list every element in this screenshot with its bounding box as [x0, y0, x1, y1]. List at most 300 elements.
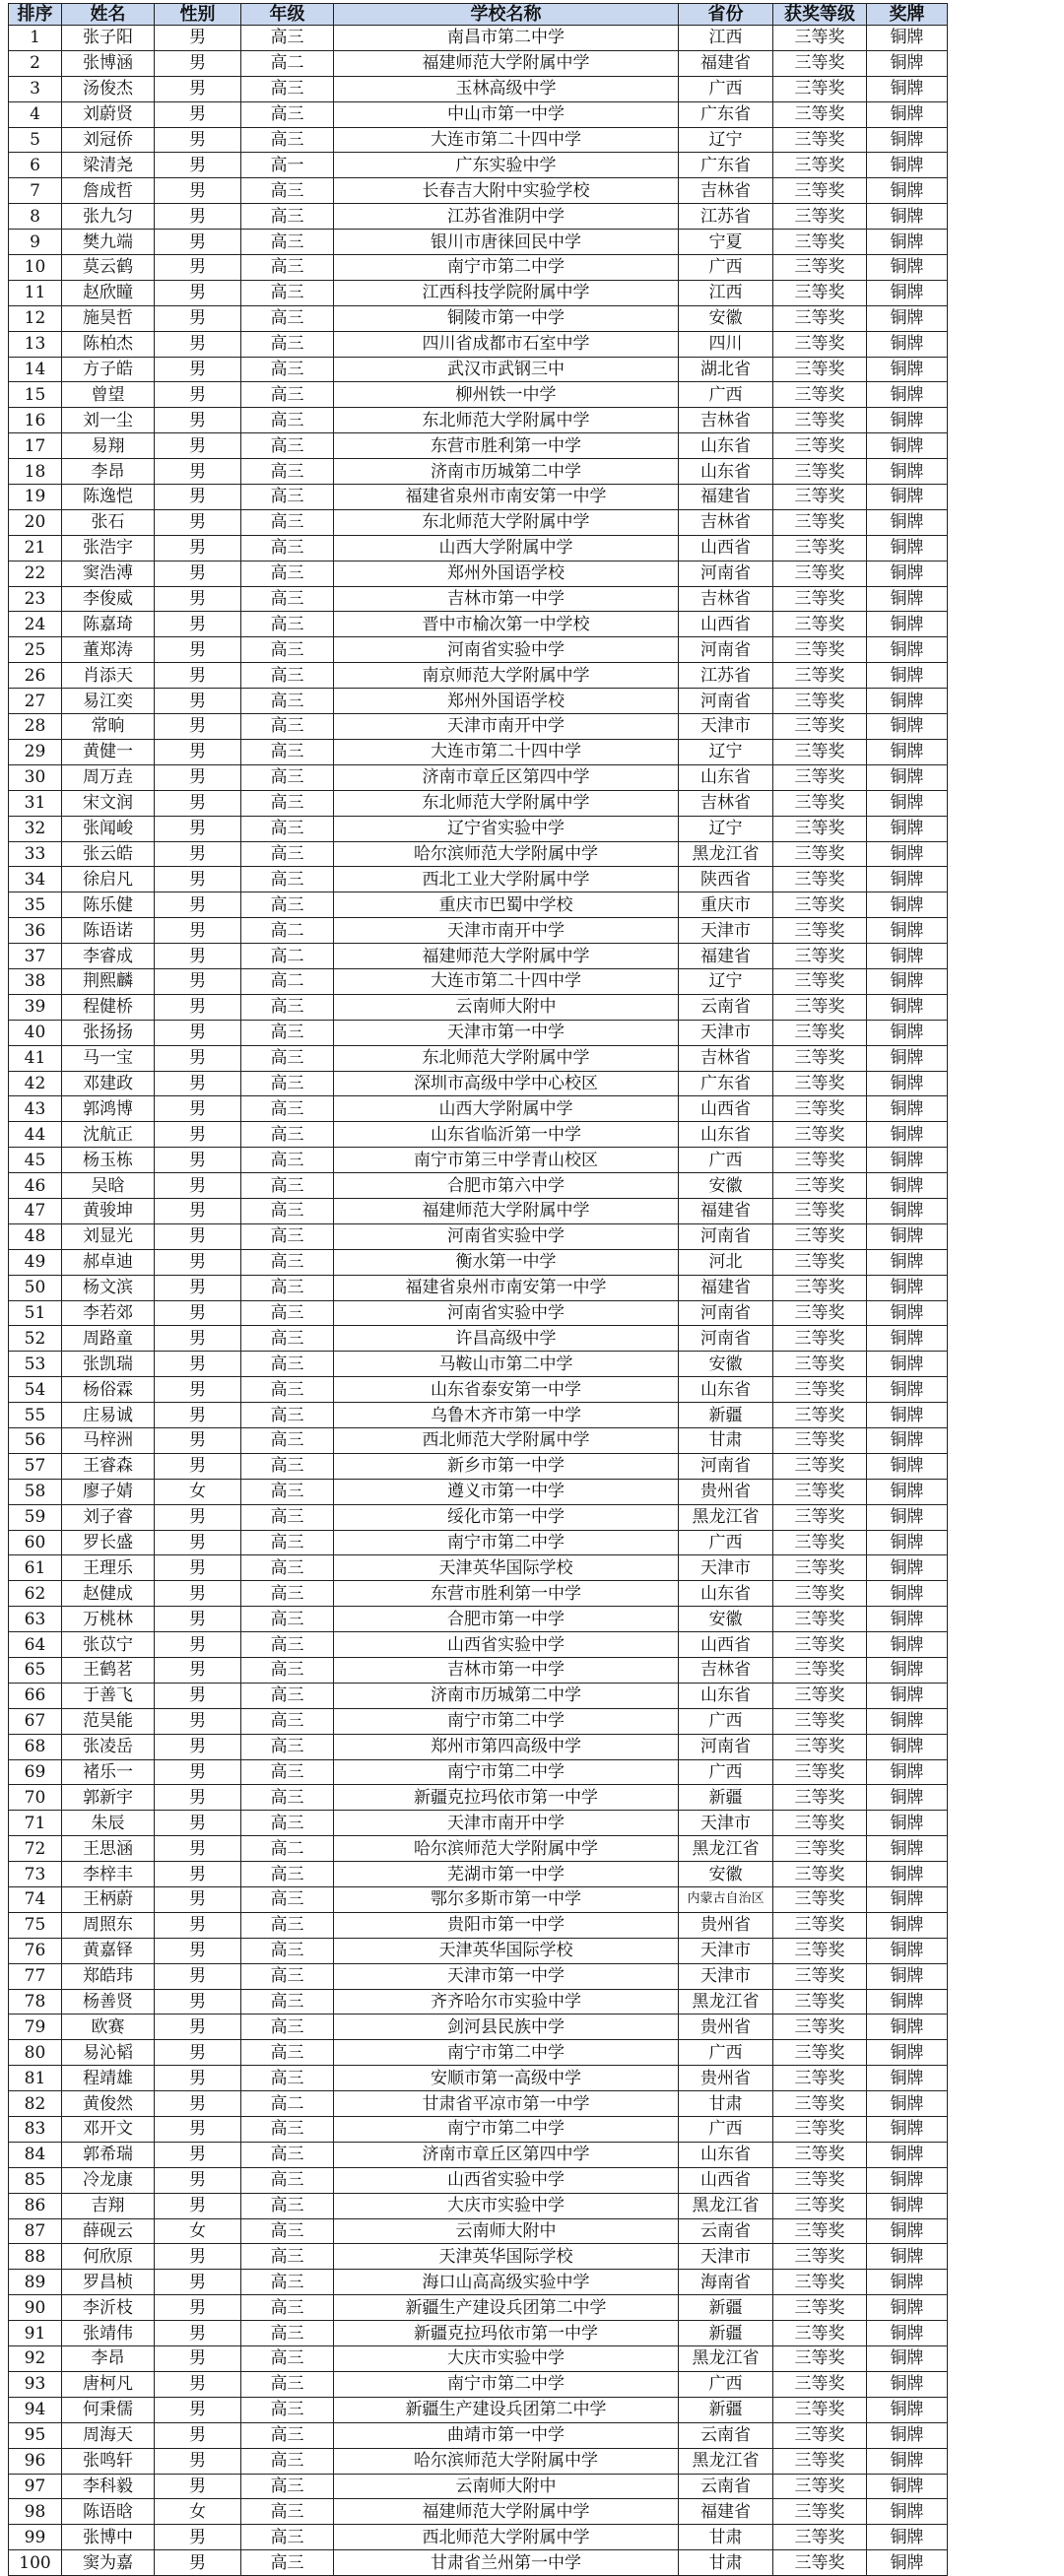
rank-cell: 9: [9, 230, 62, 255]
gender-cell: 男: [155, 1963, 241, 1989]
name-cell: 黄骏坤: [62, 1198, 155, 1223]
grade-cell: 高三: [241, 331, 334, 357]
table-row: [9, 1504, 948, 1530]
name-cell: 张九匀: [62, 204, 155, 230]
grade-cell: 高三: [241, 1555, 334, 1581]
table-row: [9, 280, 948, 305]
school-cell: 天津市南开中学: [334, 1811, 679, 1836]
school-cell: 郑州外国语学校: [334, 561, 679, 586]
name-cell: 于善飞: [62, 1683, 155, 1708]
gender-cell: 男: [155, 841, 241, 867]
name-cell: 冷龙康: [62, 2167, 155, 2193]
medal-cell: 铜牌: [867, 485, 948, 510]
name-cell: 刘蔚贤: [62, 101, 155, 127]
award-level-cell: 三等奖: [773, 1071, 867, 1096]
award-level-cell: 三等奖: [773, 968, 867, 994]
medal-cell: 铜牌: [867, 1071, 948, 1096]
gender-cell: 男: [155, 1734, 241, 1759]
name-cell: 何秉儒: [62, 2397, 155, 2422]
province-cell: 贵州省: [679, 1479, 773, 1504]
province-cell: 天津市: [679, 1811, 773, 1836]
award-level-cell: 三等奖: [773, 1403, 867, 1428]
school-cell: 郑州外国语学校: [334, 689, 679, 714]
province-cell: 江苏省: [679, 204, 773, 230]
name-cell: 张博涵: [62, 50, 155, 76]
grade-cell: 高三: [241, 1963, 334, 1989]
gender-cell: 男: [155, 178, 241, 204]
grade-cell: 高三: [241, 1223, 334, 1249]
grade-cell: 高三: [241, 485, 334, 510]
school-cell: 福建师范大学附属中学: [334, 944, 679, 969]
grade-cell: 高三: [241, 867, 334, 892]
rank-cell: 22: [9, 561, 62, 586]
province-cell: 吉林省: [679, 178, 773, 204]
medal-cell: 铜牌: [867, 1403, 948, 1428]
name-cell: 施昊哲: [62, 305, 155, 331]
province-cell: 山东省: [679, 2142, 773, 2167]
award-level-cell: 三等奖: [773, 2550, 867, 2576]
name-cell: 郭鸿博: [62, 1096, 155, 1122]
name-cell: 程靖雄: [62, 2066, 155, 2091]
table-row: [9, 1862, 948, 1887]
province-cell: 四川: [679, 331, 773, 357]
award-level-cell: 三等奖: [773, 1887, 867, 1913]
medal-cell: 铜牌: [867, 1581, 948, 1607]
name-cell: 刘冠侨: [62, 127, 155, 153]
gender-cell: 男: [155, 76, 241, 101]
table-row: [9, 357, 948, 382]
medal-cell: 铜牌: [867, 127, 948, 153]
name-cell: 李俊威: [62, 586, 155, 612]
award-level-cell: 三等奖: [773, 944, 867, 969]
province-cell: 河南省: [679, 1453, 773, 1479]
school-cell: 东营市胜利第一中学: [334, 433, 679, 459]
table-row: [9, 1071, 948, 1096]
medal-cell: 铜牌: [867, 2346, 948, 2372]
name-cell: 张靖伟: [62, 2321, 155, 2346]
gender-cell: 男: [155, 944, 241, 969]
name-cell: 王思涵: [62, 1836, 155, 1862]
name-cell: 肖添天: [62, 663, 155, 689]
table-row: [9, 2244, 948, 2270]
province-cell: 云南省: [679, 994, 773, 1020]
table-row: [9, 2218, 948, 2244]
name-cell: 张云皓: [62, 841, 155, 867]
award-level-cell: 三等奖: [773, 689, 867, 714]
grade-cell: 高三: [241, 357, 334, 382]
table-row: [9, 1173, 948, 1199]
gender-cell: 男: [155, 509, 241, 535]
column-header-school: 学校名称: [334, 4, 679, 26]
grade-cell: 高三: [241, 305, 334, 331]
school-cell: 天津英华国际学校: [334, 2244, 679, 2270]
gender-cell: 男: [155, 1683, 241, 1708]
name-cell: 范昊能: [62, 1708, 155, 1734]
grade-cell: 高三: [241, 2346, 334, 2372]
award-level-cell: 三等奖: [773, 485, 867, 510]
award-level-cell: 三等奖: [773, 2117, 867, 2143]
award-level-cell: 三等奖: [773, 918, 867, 944]
province-cell: 江西: [679, 26, 773, 51]
medal-cell: 铜牌: [867, 2218, 948, 2244]
gender-cell: 男: [155, 1862, 241, 1887]
medal-cell: 铜牌: [867, 2040, 948, 2066]
gender-cell: 男: [155, 790, 241, 816]
name-cell: 李睿成: [62, 944, 155, 969]
gender-cell: 男: [155, 2397, 241, 2422]
medal-cell: 铜牌: [867, 739, 948, 764]
rank-cell: 97: [9, 2474, 62, 2499]
rank-cell: 41: [9, 1045, 62, 1071]
rank-cell: 68: [9, 1734, 62, 1759]
name-cell: 莫云鹤: [62, 255, 155, 281]
award-level-cell: 三等奖: [773, 2295, 867, 2321]
medal-cell: 铜牌: [867, 2142, 948, 2167]
province-cell: 天津市: [679, 714, 773, 740]
rank-cell: 84: [9, 2142, 62, 2167]
table-row: [9, 2346, 948, 2372]
medal-cell: 铜牌: [867, 1811, 948, 1836]
gender-cell: 男: [155, 101, 241, 127]
grade-cell: 高三: [241, 230, 334, 255]
grade-cell: 高三: [241, 637, 334, 663]
table-row: [9, 1607, 948, 1632]
school-cell: 长春吉大附中实验学校: [334, 178, 679, 204]
medal-cell: 铜牌: [867, 1045, 948, 1071]
rank-cell: 98: [9, 2499, 62, 2525]
grade-cell: 高三: [241, 1862, 334, 1887]
province-cell: 山西省: [679, 1632, 773, 1658]
name-cell: 陈乐健: [62, 892, 155, 918]
table-row: [9, 1096, 948, 1122]
medal-cell: 铜牌: [867, 509, 948, 535]
name-cell: 王睿森: [62, 1453, 155, 1479]
name-cell: 薛砚云: [62, 2218, 155, 2244]
award-level-cell: 三等奖: [773, 2091, 867, 2117]
grade-cell: 高三: [241, 1148, 334, 1173]
gender-cell: 男: [155, 50, 241, 76]
table-row: [9, 2167, 948, 2193]
rank-cell: 96: [9, 2448, 62, 2474]
table-row: [9, 918, 948, 944]
grade-cell: 高三: [241, 2244, 334, 2270]
table-row: [9, 2499, 948, 2525]
province-cell: 黑龙江省: [679, 1989, 773, 2015]
rank-cell: 5: [9, 127, 62, 153]
table-row: [9, 331, 948, 357]
gender-cell: 男: [155, 382, 241, 408]
grade-cell: 高三: [241, 1122, 334, 1148]
school-cell: 哈尔滨师范大学附属中学: [334, 1836, 679, 1862]
medal-cell: 铜牌: [867, 408, 948, 433]
province-cell: 黑龙江省: [679, 2346, 773, 2372]
medal-cell: 铜牌: [867, 1683, 948, 1708]
name-cell: 郭希瑞: [62, 2142, 155, 2167]
table-row: [9, 204, 948, 230]
province-cell: 福建省: [679, 2499, 773, 2525]
table-row: [9, 1555, 948, 1581]
rank-cell: 55: [9, 1403, 62, 1428]
province-cell: 广西: [679, 1530, 773, 1555]
name-cell: 郑皓玮: [62, 1963, 155, 1989]
gender-cell: 男: [155, 433, 241, 459]
medal-cell: 铜牌: [867, 1122, 948, 1148]
school-cell: 哈尔滨师范大学附属中学: [334, 841, 679, 867]
province-cell: 天津市: [679, 2244, 773, 2270]
grade-cell: 高二: [241, 50, 334, 76]
grade-cell: 高三: [241, 1249, 334, 1275]
school-cell: 绥化市第一中学: [334, 1504, 679, 1530]
rank-cell: 61: [9, 1555, 62, 1581]
gender-cell: 男: [155, 867, 241, 892]
award-level-cell: 三等奖: [773, 1096, 867, 1122]
rank-cell: 23: [9, 586, 62, 612]
school-cell: 芜湖市第一中学: [334, 1862, 679, 1887]
rank-cell: 31: [9, 790, 62, 816]
table-row: [9, 2015, 948, 2040]
grade-cell: 高三: [241, 382, 334, 408]
award-level-cell: 三等奖: [773, 1708, 867, 1734]
province-cell: 山东省: [679, 433, 773, 459]
name-cell: 刘子睿: [62, 1504, 155, 1530]
medal-cell: 铜牌: [867, 1148, 948, 1173]
name-cell: 万桃林: [62, 1607, 155, 1632]
award-level-cell: 三等奖: [773, 1300, 867, 1326]
grade-cell: 高二: [241, 944, 334, 969]
name-cell: 窦浩溥: [62, 561, 155, 586]
province-cell: 山西省: [679, 535, 773, 561]
medal-cell: 铜牌: [867, 357, 948, 382]
rank-cell: 3: [9, 76, 62, 101]
award-level-cell: 三等奖: [773, 1658, 867, 1684]
table-row: [9, 2040, 948, 2066]
school-cell: 东北师范大学附属中学: [334, 408, 679, 433]
grade-cell: 高三: [241, 1275, 334, 1300]
medal-cell: 铜牌: [867, 867, 948, 892]
rank-cell: 34: [9, 867, 62, 892]
grade-cell: 高三: [241, 586, 334, 612]
school-cell: 山东省临沂第一中学: [334, 1122, 679, 1148]
name-cell: 常晌: [62, 714, 155, 740]
province-cell: 安徽: [679, 1173, 773, 1199]
award-level-cell: 三等奖: [773, 1912, 867, 1938]
province-cell: 广西: [679, 382, 773, 408]
award-level-cell: 三等奖: [773, 1326, 867, 1352]
school-cell: 云南师大附中: [334, 2218, 679, 2244]
award-level-cell: 三等奖: [773, 2321, 867, 2346]
province-cell: 福建省: [679, 944, 773, 969]
name-cell: 邓建政: [62, 1071, 155, 1096]
name-cell: 荆熙麟: [62, 968, 155, 994]
province-cell: 山东省: [679, 1122, 773, 1148]
name-cell: 沈航正: [62, 1122, 155, 1148]
award-level-cell: 三等奖: [773, 612, 867, 637]
school-cell: 东北师范大学附属中学: [334, 790, 679, 816]
award-level-cell: 三等奖: [773, 280, 867, 305]
gender-cell: 男: [155, 1427, 241, 1453]
name-cell: 陈语诺: [62, 918, 155, 944]
gender-cell: 男: [155, 1403, 241, 1428]
school-cell: 郑州市第四高级中学: [334, 1734, 679, 1759]
school-cell: 西北工业大学附属中学: [334, 867, 679, 892]
school-cell: 山西省实验中学: [334, 1632, 679, 1658]
name-cell: 周路童: [62, 1326, 155, 1352]
award-level-cell: 三等奖: [773, 305, 867, 331]
school-cell: 福建师范大学附属中学: [334, 2499, 679, 2525]
gender-cell: 男: [155, 1096, 241, 1122]
medal-cell: 铜牌: [867, 305, 948, 331]
grade-cell: 高一: [241, 153, 334, 178]
gender-cell: 男: [155, 485, 241, 510]
gender-cell: 男: [155, 1377, 241, 1403]
grade-cell: 高三: [241, 2397, 334, 2422]
grade-cell: 高三: [241, 1658, 334, 1684]
province-cell: 天津市: [679, 918, 773, 944]
grade-cell: 高三: [241, 255, 334, 281]
table-row: [9, 1836, 948, 1862]
school-cell: 新疆生产建设兵团第二中学: [334, 2397, 679, 2422]
award-level-cell: 三等奖: [773, 1453, 867, 1479]
name-cell: 李梓丰: [62, 1862, 155, 1887]
name-cell: 杨文滨: [62, 1275, 155, 1300]
gender-cell: 男: [155, 918, 241, 944]
province-cell: 山东省: [679, 764, 773, 790]
rank-cell: 2: [9, 50, 62, 76]
province-cell: 安徽: [679, 305, 773, 331]
grade-cell: 高三: [241, 1785, 334, 1811]
grade-cell: 高三: [241, 2270, 334, 2295]
medal-cell: 铜牌: [867, 994, 948, 1020]
name-cell: 赵健成: [62, 1581, 155, 1607]
school-cell: 天津市第一中学: [334, 1963, 679, 1989]
grade-cell: 高三: [241, 2474, 334, 2499]
award-level-cell: 三等奖: [773, 1938, 867, 1963]
rank-cell: 51: [9, 1300, 62, 1326]
gender-cell: 男: [155, 1658, 241, 1684]
province-cell: 辽宁: [679, 739, 773, 764]
rank-cell: 78: [9, 1989, 62, 2015]
school-cell: 西北师范大学附属中学: [334, 2525, 679, 2550]
medal-cell: 铜牌: [867, 1275, 948, 1300]
name-cell: 徐启凡: [62, 867, 155, 892]
gender-cell: 男: [155, 2091, 241, 2117]
rank-cell: 95: [9, 2422, 62, 2448]
medal-cell: 铜牌: [867, 1223, 948, 1249]
province-cell: 福建省: [679, 1198, 773, 1223]
province-cell: 河南省: [679, 1326, 773, 1352]
rank-cell: 17: [9, 433, 62, 459]
name-cell: 曾望: [62, 382, 155, 408]
grade-cell: 高三: [241, 2066, 334, 2091]
grade-cell: 高二: [241, 968, 334, 994]
school-cell: 曲靖市第一中学: [334, 2422, 679, 2448]
grade-cell: 高三: [241, 1045, 334, 1071]
grade-cell: 高三: [241, 204, 334, 230]
medal-cell: 铜牌: [867, 1658, 948, 1684]
award-level-cell: 三等奖: [773, 2397, 867, 2422]
gender-cell: 男: [155, 714, 241, 740]
gender-cell: 男: [155, 561, 241, 586]
gender-cell: 男: [155, 612, 241, 637]
rank-cell: 35: [9, 892, 62, 918]
rank-cell: 47: [9, 1198, 62, 1223]
school-cell: 哈尔滨师范大学附属中学: [334, 2448, 679, 2474]
award-level-cell: 三等奖: [773, 2142, 867, 2167]
award-level-cell: 三等奖: [773, 509, 867, 535]
province-cell: 黑龙江省: [679, 2448, 773, 2474]
medal-cell: 铜牌: [867, 1708, 948, 1734]
gender-cell: 男: [155, 204, 241, 230]
gender-cell: 男: [155, 637, 241, 663]
medal-cell: 铜牌: [867, 101, 948, 127]
province-cell: 辽宁: [679, 816, 773, 841]
table-row: [9, 2270, 948, 2295]
table-row: [9, 2091, 948, 2117]
school-cell: 安顺市第一高级中学: [334, 2066, 679, 2091]
gender-cell: 男: [155, 1453, 241, 1479]
name-cell: 程健桥: [62, 994, 155, 1020]
school-cell: 大连市第二十四中学: [334, 968, 679, 994]
school-cell: 福建师范大学附属中学: [334, 1198, 679, 1223]
grade-cell: 高三: [241, 1453, 334, 1479]
rank-cell: 81: [9, 2066, 62, 2091]
rank-cell: 82: [9, 2091, 62, 2117]
school-cell: 江西科技学院附属中学: [334, 280, 679, 305]
school-cell: 鄂尔多斯市第一中学: [334, 1887, 679, 1913]
grade-cell: 高三: [241, 790, 334, 816]
grade-cell: 高三: [241, 2167, 334, 2193]
award-level-cell: 三等奖: [773, 127, 867, 153]
province-cell: 甘肃: [679, 2525, 773, 2550]
province-cell: 吉林省: [679, 586, 773, 612]
grade-cell: 高三: [241, 76, 334, 101]
rank-cell: 36: [9, 918, 62, 944]
table-row: [9, 637, 948, 663]
award-level-cell: 三等奖: [773, 2066, 867, 2091]
medal-cell: 铜牌: [867, 918, 948, 944]
province-cell: 云南省: [679, 2422, 773, 2448]
province-cell: 安徽: [679, 1862, 773, 1887]
rank-cell: 62: [9, 1581, 62, 1607]
column-header-award-level: 获奖等级: [773, 4, 867, 26]
gender-cell: 男: [155, 2117, 241, 2143]
grade-cell: 高三: [241, 1989, 334, 2015]
medal-cell: 铜牌: [867, 944, 948, 969]
school-cell: 衡水第一中学: [334, 1249, 679, 1275]
name-cell: 刘显光: [62, 1223, 155, 1249]
name-cell: 樊九端: [62, 230, 155, 255]
province-cell: 辽宁: [679, 968, 773, 994]
award-level-cell: 三等奖: [773, 535, 867, 561]
medal-cell: 铜牌: [867, 178, 948, 204]
award-level-cell: 三等奖: [773, 1045, 867, 1071]
rank-cell: 94: [9, 2397, 62, 2422]
name-cell: 罗昌桢: [62, 2270, 155, 2295]
gender-cell: 男: [155, 1020, 241, 1045]
medal-cell: 铜牌: [867, 2117, 948, 2143]
school-cell: 柳州铁一中学: [334, 382, 679, 408]
rank-cell: 70: [9, 1785, 62, 1811]
gender-cell: 男: [155, 1300, 241, 1326]
school-cell: 东北师范大学附属中学: [334, 1045, 679, 1071]
gender-cell: 男: [155, 1989, 241, 2015]
province-cell: 山西省: [679, 1096, 773, 1122]
award-level-cell: 三等奖: [773, 178, 867, 204]
award-level-cell: 三等奖: [773, 2422, 867, 2448]
school-cell: 天津英华国际学校: [334, 1555, 679, 1581]
award-level-cell: 三等奖: [773, 1223, 867, 1249]
table-row: [9, 1148, 948, 1173]
